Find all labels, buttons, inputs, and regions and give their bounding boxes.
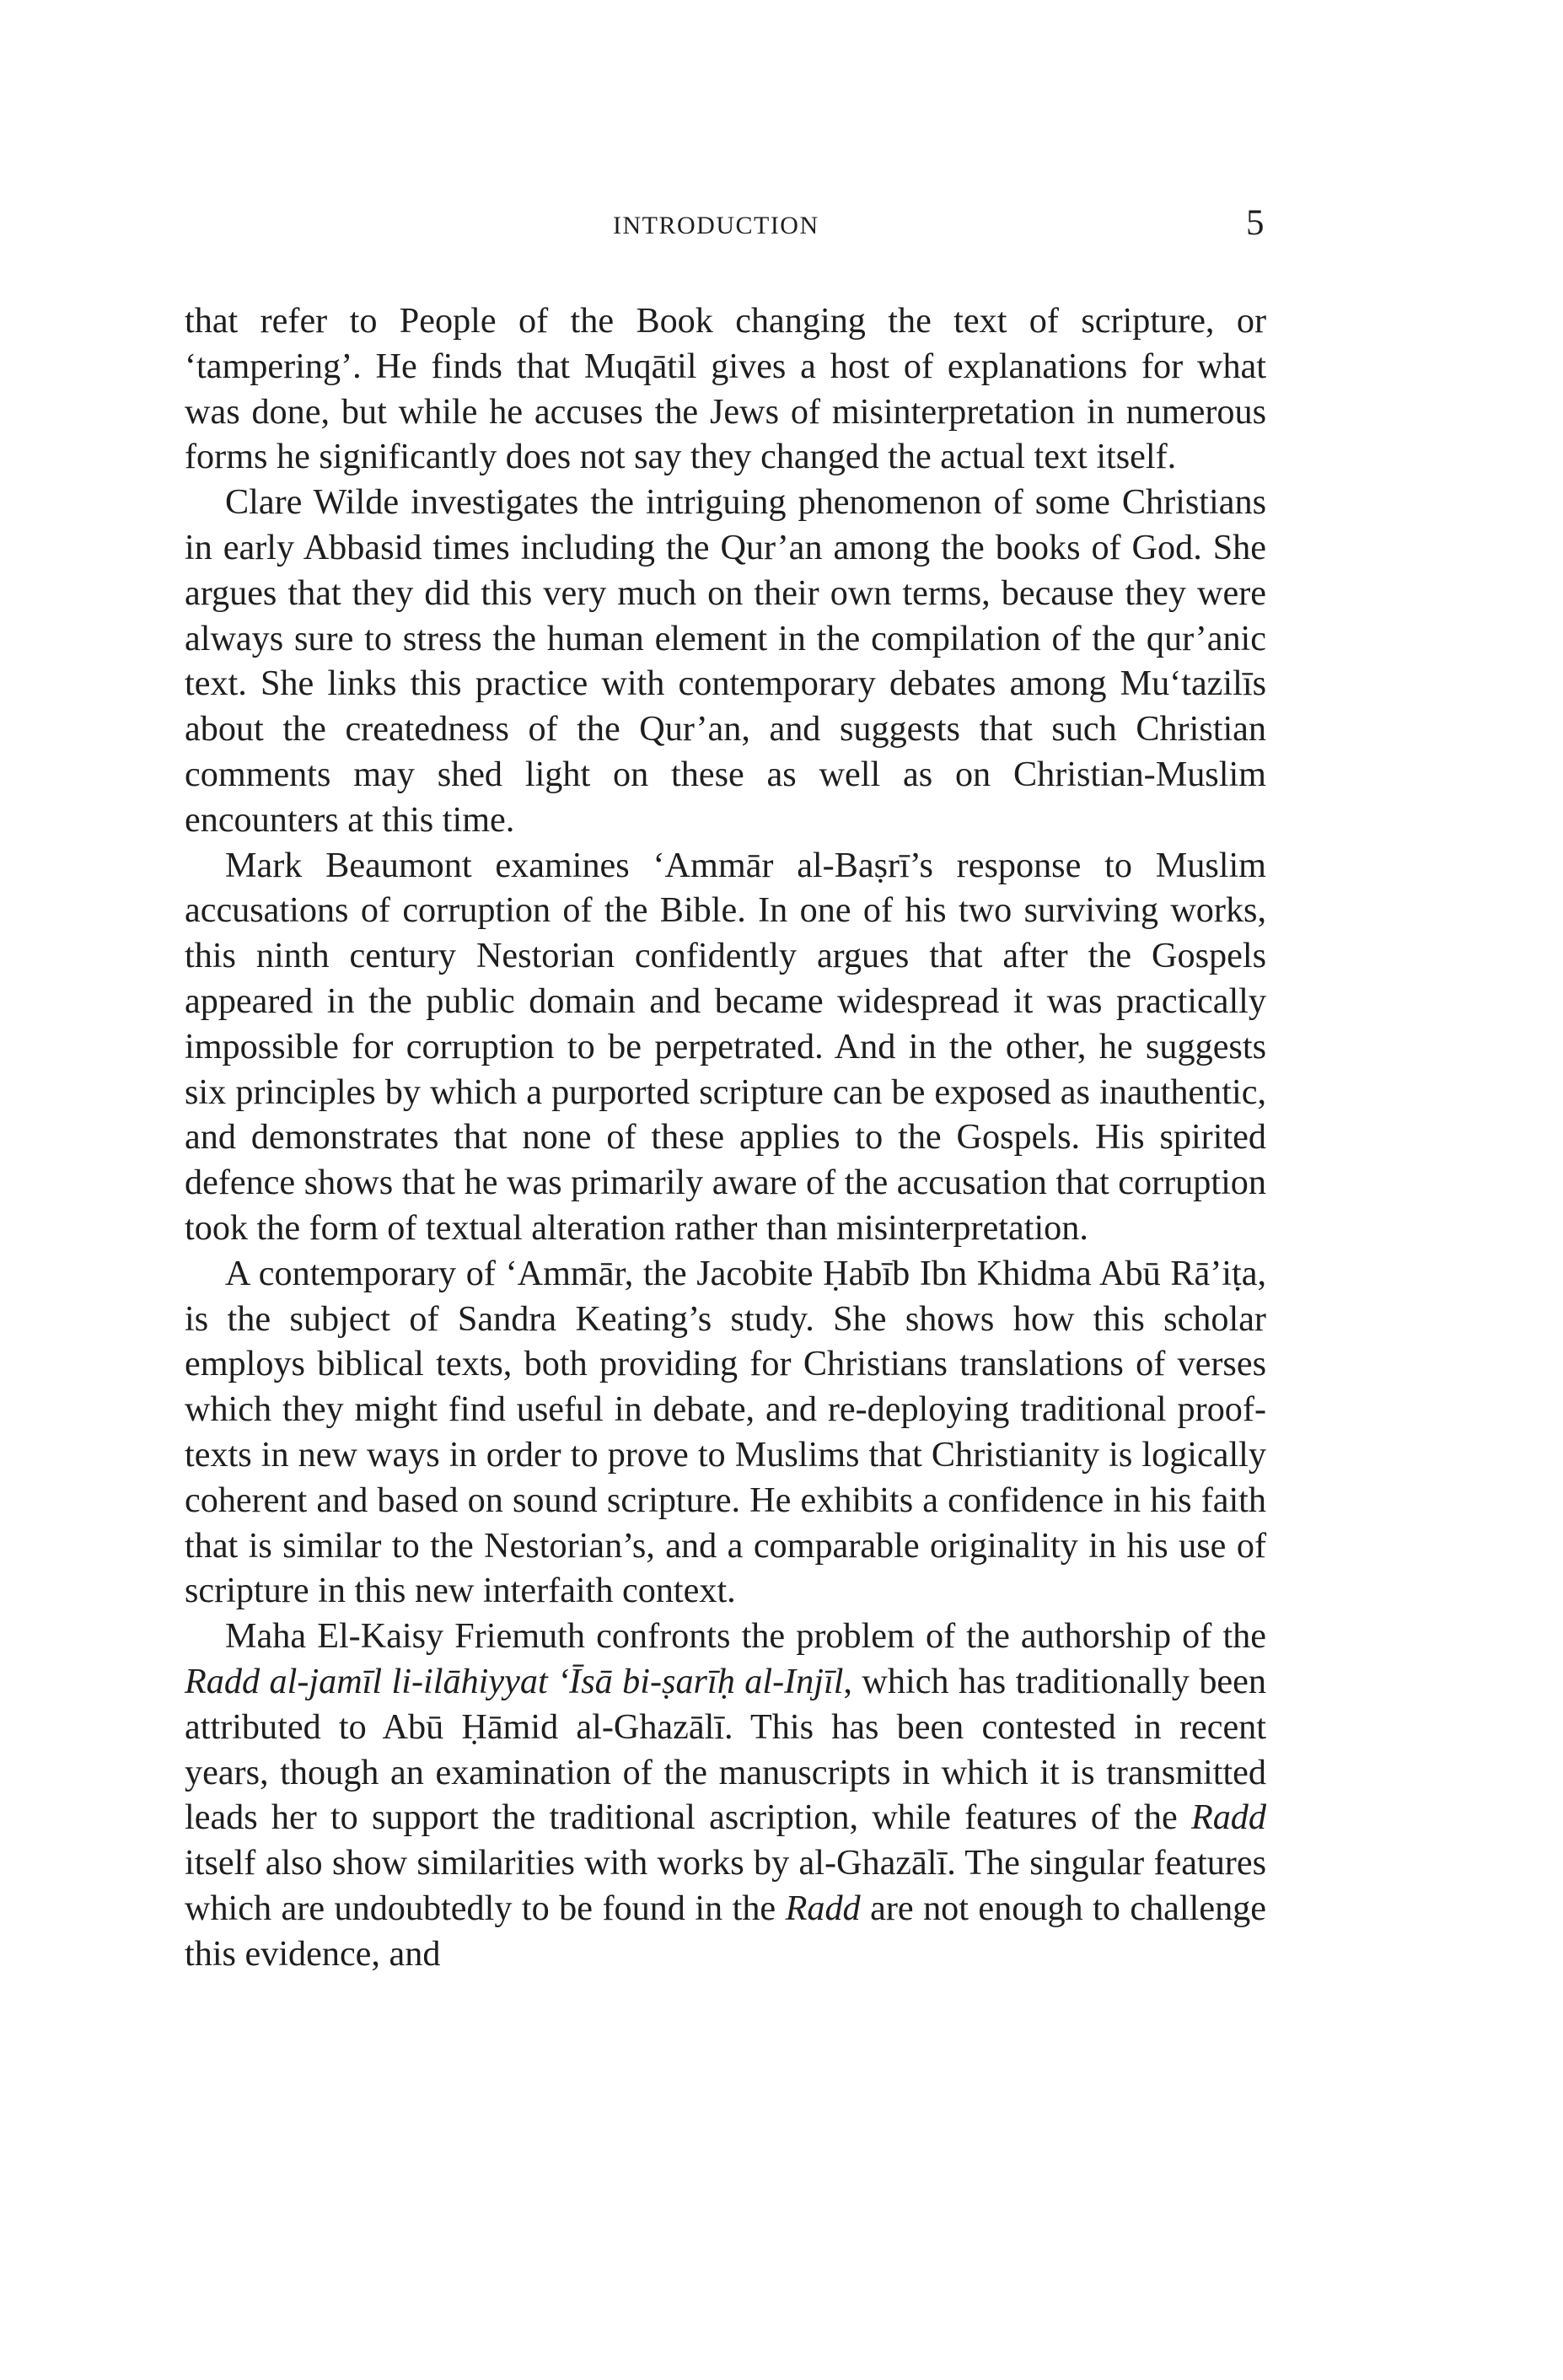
paragraph-keating xyxy=(185,1251,1266,1614)
paragraph-friemuth xyxy=(185,1614,1266,1976)
running-head-title: INTRODUCTION xyxy=(613,212,819,239)
paragraph-text: A contemporary of ‘Ammār, the Jacobite Ḥabīb Ibn Khidma Abū Rā’iṭa, is the subject of Sandra Keating’s study. She shows how this scholar employs biblical texts, both providing for Christians translations of verses which they might find useful in debate, and re-deploying traditional proof-texts in new ways in order to prove to Muslims that Christianity is logically coherent and based on sound scripture. He exhibits a confidence in his faith that is similar to the Nestorian’s, and a comparable originality in his use of scripture in this new interfaith context. xyxy=(185,1253,1266,1611)
paragraph-text: itself also show similarities with works by al-Ghazālī. The singular features which are undoubtedly to be found in the xyxy=(185,1843,1266,1928)
paragraph-continuation xyxy=(185,298,1266,480)
paragraph-text: are not enough to challenge this evidence, and xyxy=(185,1888,1266,1974)
paragraph-text: Clare Wilde investigates the intriguing phenomenon of some Christians in early Abbasid times including the Qur’an among the books of God. She argues that they did this very much on their own terms, because they were always sure to stress the human element in the compilation of the qur’anic text. She links this practice with contemporary debates among Mu‘tazilīs about the createdness of the Qur’an, and suggests that such Christian comments may shed light on these as well as on Christian-Muslim encounters at this time. xyxy=(185,482,1266,840)
paragraph-text: Mark Beaumont examines ‘Ammār al-Baṣrī’s response to Muslim accusations of corruption of the Bible. In one of his two surviving works, this ninth century Nestorian confidently argues that after the Gospels appeared in the public domain and became widespread it was practically impossible for corruption to be perpetrated. And in the other, he suggests six principles by which a purported scripture can be exposed as inauthentic, and demonstrates that none of these applies to the Gospels. His spirited defence shows that he was primarily aware of the accusation that corruption took the form of textual alteration rather than misinterpretation. xyxy=(185,845,1266,1248)
italic-title: Radd xyxy=(785,1888,861,1928)
paragraph-text: that refer to People of the Book changing the text of scripture, or ‘tampering’. He finds that Muqātil gives a host of explanations for what was done, but while he accuses the Jews of misinterpretation in numerous forms he significantly does not say they changed the actual text itself. xyxy=(185,301,1266,477)
paragraph-beaumont xyxy=(185,843,1266,1251)
italic-title: Radd al-jamīl li-ilāhiyyat ‘Īsā bi-ṣarīḥ al-Injīl xyxy=(185,1661,844,1701)
italic-title: Radd xyxy=(1190,1797,1266,1838)
paragraph-text: Maha El-Kaisy Friemuth confronts the problem of the authorship of the xyxy=(225,1616,1266,1657)
paragraph-text: , which has traditionally been attributed to Abū Ḥāmid al-Ghazālī. This has been contested in recent years, though an examination of the manuscripts in which it is transmitted leads her to support the traditional ascription, while features of the xyxy=(185,1661,1266,1838)
body-text xyxy=(185,298,1266,1976)
page-number: 5 xyxy=(1246,203,1265,243)
running-head xyxy=(0,202,1563,253)
paragraph-wilde xyxy=(185,480,1266,842)
